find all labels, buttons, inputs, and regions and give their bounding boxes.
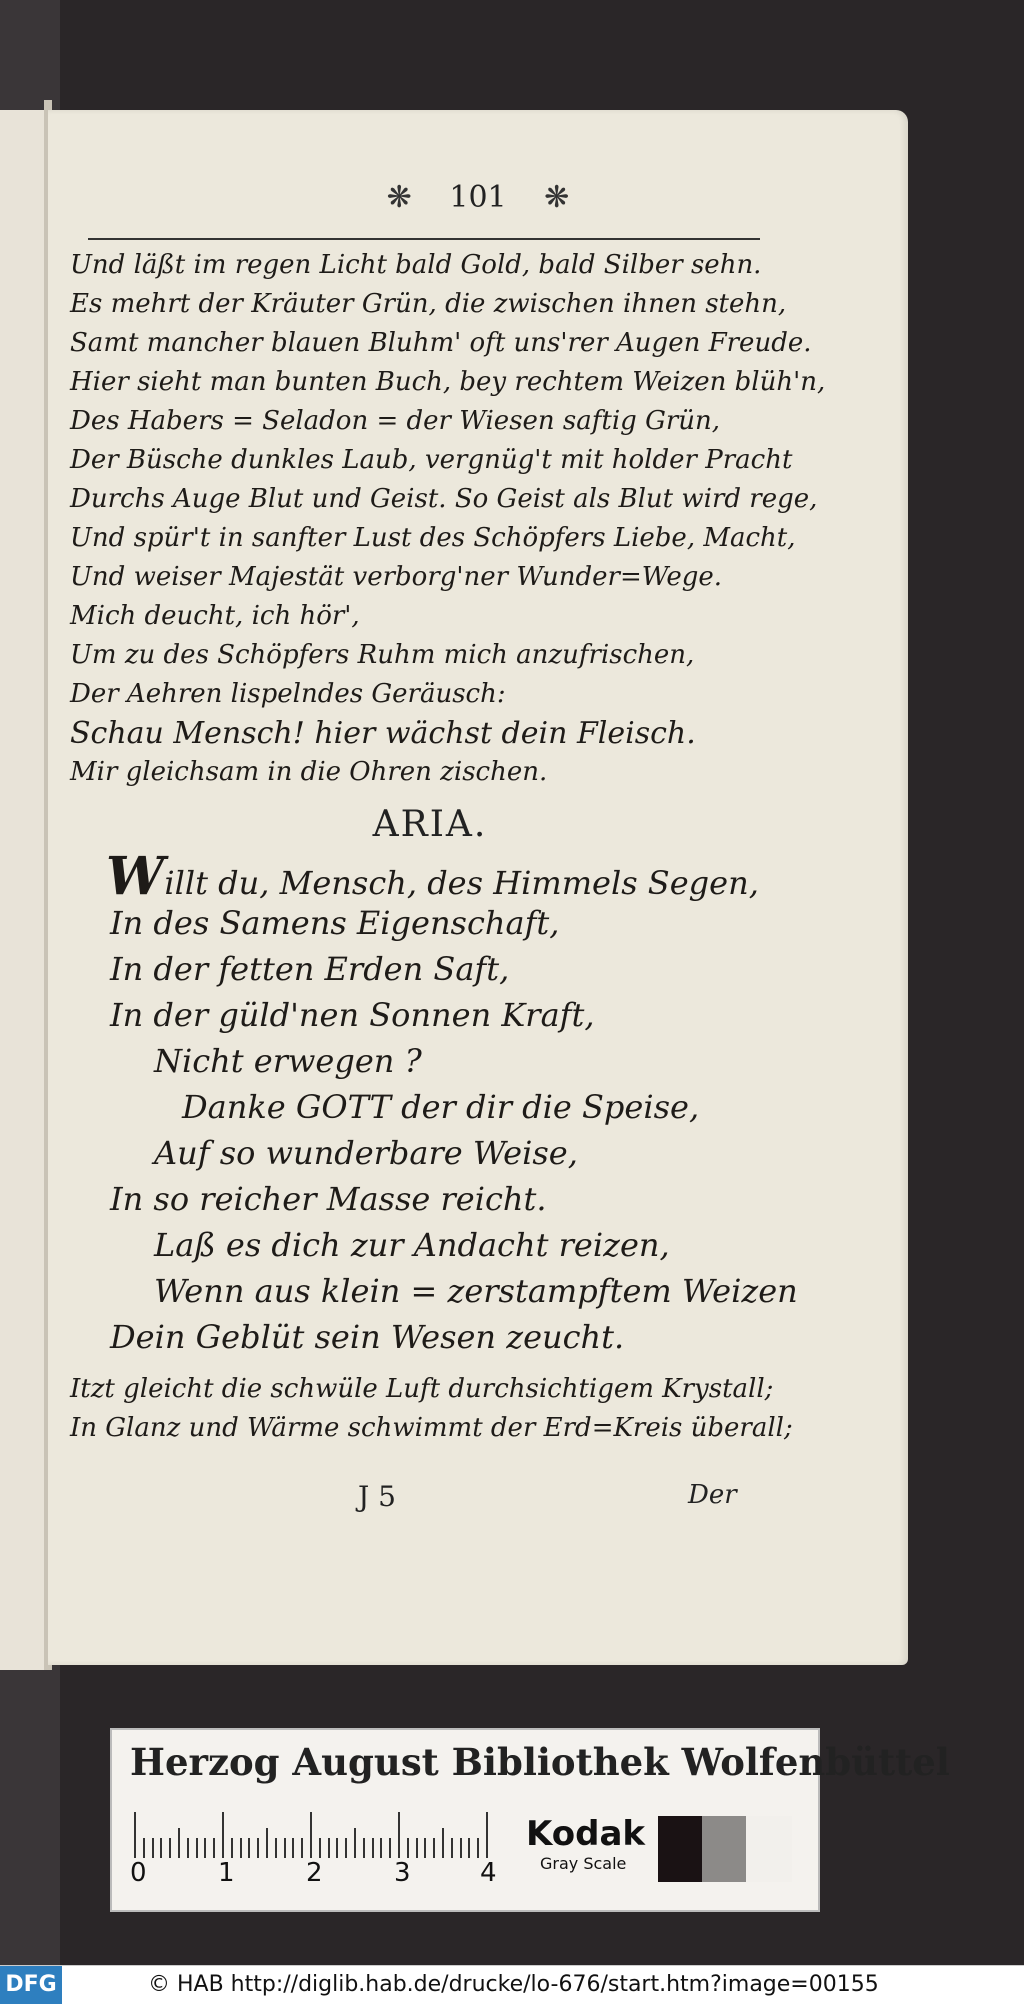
ruler-tick <box>248 1838 250 1858</box>
text-line: Des Habers = Seladon = der Wiesen saftig Grün, <box>70 406 721 436</box>
aria-line: In so reicher Masse reicht. <box>110 1180 547 1218</box>
ruler-tick <box>486 1812 488 1858</box>
copyright-link[interactable]: © HAB http://diglib.hab.de/drucke/lo-676/start.htm?image=00155 <box>148 1972 879 1997</box>
signature-mark: J 5 <box>358 1480 396 1513</box>
text-line: In Glanz und Wärme schwimmt der Erd=Kreis überall; <box>70 1413 793 1443</box>
ruler-tick <box>284 1838 286 1858</box>
gray-swatch-mid <box>702 1816 746 1882</box>
aria-line: Nicht erwegen ? <box>154 1042 422 1080</box>
aria-line: Wenn aus klein = zerstampftem Weizen <box>154 1272 798 1310</box>
aria-verse <box>70 846 798 1360</box>
text-line: Und spür't in sanfter Lust des Schöpfers Liebe, Macht, <box>70 523 796 553</box>
ruler-tick <box>310 1812 312 1858</box>
text-line: Mich deucht, ich hör', <box>70 601 360 631</box>
ruler-tick <box>169 1838 171 1858</box>
ruler-tick <box>196 1838 198 1858</box>
aria-line-text: illt du, Mensch, des Himmels Segen, <box>164 864 759 902</box>
aria-line: Danke GOTT der dir die Speise, <box>182 1088 700 1126</box>
page-header <box>48 180 908 215</box>
ruler-tick <box>178 1828 180 1858</box>
text-line: Um zu des Schöpfers Ruhm mich anzufrischen, <box>70 640 695 670</box>
measurement-ruler <box>134 1812 504 1858</box>
book-page <box>48 110 908 1665</box>
ruler-tick <box>336 1838 338 1858</box>
ruler-label-3: 3 <box>394 1858 411 1888</box>
text-line: Durchs Auge Blut und Geist. So Geist als Blut wird rege, <box>70 484 818 514</box>
aria-line: Auf so wunderbare Weise, <box>154 1134 578 1172</box>
aria-heading: ARIA. <box>372 804 488 845</box>
ruler-tick <box>257 1838 259 1858</box>
ruler-tick <box>231 1838 233 1858</box>
text-line: Und läßt im regen Licht bald Gold, bald Silber sehn. <box>70 250 762 280</box>
ruler-tick <box>328 1838 330 1858</box>
ruler-tick <box>292 1838 294 1858</box>
text-line: Und weiser Majestät verborg'ner Wunder=Wege. <box>70 562 723 592</box>
ruler-label-4: 4 <box>480 1858 497 1888</box>
ruler-label-1: 1 <box>218 1858 235 1888</box>
ruler-tick <box>301 1838 303 1858</box>
verse-block-top <box>70 246 826 792</box>
ruler-tick <box>354 1828 356 1858</box>
ruler-tick <box>433 1838 435 1858</box>
ruler-tick <box>134 1812 136 1858</box>
ruler-tick <box>389 1838 391 1858</box>
page-footer <box>48 1480 908 1520</box>
kodak-logo: Kodak <box>526 1814 645 1854</box>
gray-swatch-dark <box>658 1816 702 1882</box>
ruler-tick <box>477 1838 479 1858</box>
text-line: Mir gleichsam in die Ohren zischen. <box>70 757 548 787</box>
ruler-tick <box>240 1838 242 1858</box>
ruler-tick <box>460 1838 462 1858</box>
ornament-right-icon: ❋ <box>544 180 570 215</box>
ruler-label-0: 0 <box>130 1858 147 1888</box>
ruler-tick <box>407 1838 409 1858</box>
library-name: Herzog August Bibliothek Wolfenbüttel <box>130 1740 950 1784</box>
gray-scale-label: Gray Scale <box>540 1854 627 1873</box>
ruler-tick <box>222 1812 224 1858</box>
text-line: Es mehrt der Kräuter Grün, die zwischen ihnen stehn, <box>70 289 787 319</box>
ruler-tick <box>143 1838 145 1858</box>
ruler-tick <box>345 1838 347 1858</box>
ruler-tick <box>363 1838 365 1858</box>
ruler-tick <box>266 1828 268 1858</box>
ruler-tick <box>187 1838 189 1858</box>
aria-line: Dein Geblüt sein Wesen zeucht. <box>110 1318 625 1356</box>
catchword: Der <box>688 1480 737 1510</box>
text-line: Der Büsche dunkles Laub, vergnüg't mit holder Pracht <box>70 445 793 475</box>
text-line: Der Aehren lispelndes Geräusch: <box>70 679 506 709</box>
verse-block-after <box>70 1370 793 1448</box>
ruler-tick <box>275 1838 277 1858</box>
text-line: Samt mancher blauen Bluhm' oft uns'rer Augen Freude. <box>70 328 812 358</box>
ruler-tick <box>152 1838 154 1858</box>
ruler-tick <box>204 1838 206 1858</box>
ornament-left-icon: ❋ <box>386 180 412 215</box>
ruler-tick <box>160 1838 162 1858</box>
header-rule <box>88 238 760 240</box>
ruler-tick <box>319 1838 321 1858</box>
viewer-footer <box>0 1965 1024 2004</box>
ruler-tick <box>380 1838 382 1858</box>
ruler-tick <box>442 1828 444 1858</box>
aria-line: Laß es dich zur Andacht reizen, <box>154 1226 670 1264</box>
aria-line: In der fetten Erden Saft, <box>110 950 510 988</box>
ruler-label-2: 2 <box>306 1858 323 1888</box>
ruler-tick <box>398 1812 400 1858</box>
aria-line <box>70 846 790 907</box>
ruler-tick <box>372 1838 374 1858</box>
page-text <box>70 246 826 1448</box>
drop-cap: W <box>106 846 165 907</box>
aria-line: In der güld'nen Sonnen Kraft, <box>110 996 595 1034</box>
aria-line: In des Samens Eigenschaft, <box>110 904 560 942</box>
page-number: 101 <box>449 180 507 215</box>
ruler-tick <box>213 1838 215 1858</box>
facing-page-edge <box>0 110 48 1670</box>
ruler-tick <box>451 1838 453 1858</box>
text-line: Hier sieht man bunten Buch, bey rechtem Weizen blüh'n, <box>70 367 826 397</box>
dfg-logo: DFG <box>0 1966 62 2004</box>
ruler-tick <box>416 1838 418 1858</box>
ruler-tick <box>468 1838 470 1858</box>
text-line: Itzt gleicht die schwüle Luft durchsichtigem Krystall; <box>70 1374 774 1404</box>
color-calibration-card <box>110 1728 950 1912</box>
gray-swatch-light <box>746 1816 792 1882</box>
text-line: Schau Mensch! hier wächst dein Fleisch. <box>70 716 696 751</box>
ruler-tick <box>424 1838 426 1858</box>
